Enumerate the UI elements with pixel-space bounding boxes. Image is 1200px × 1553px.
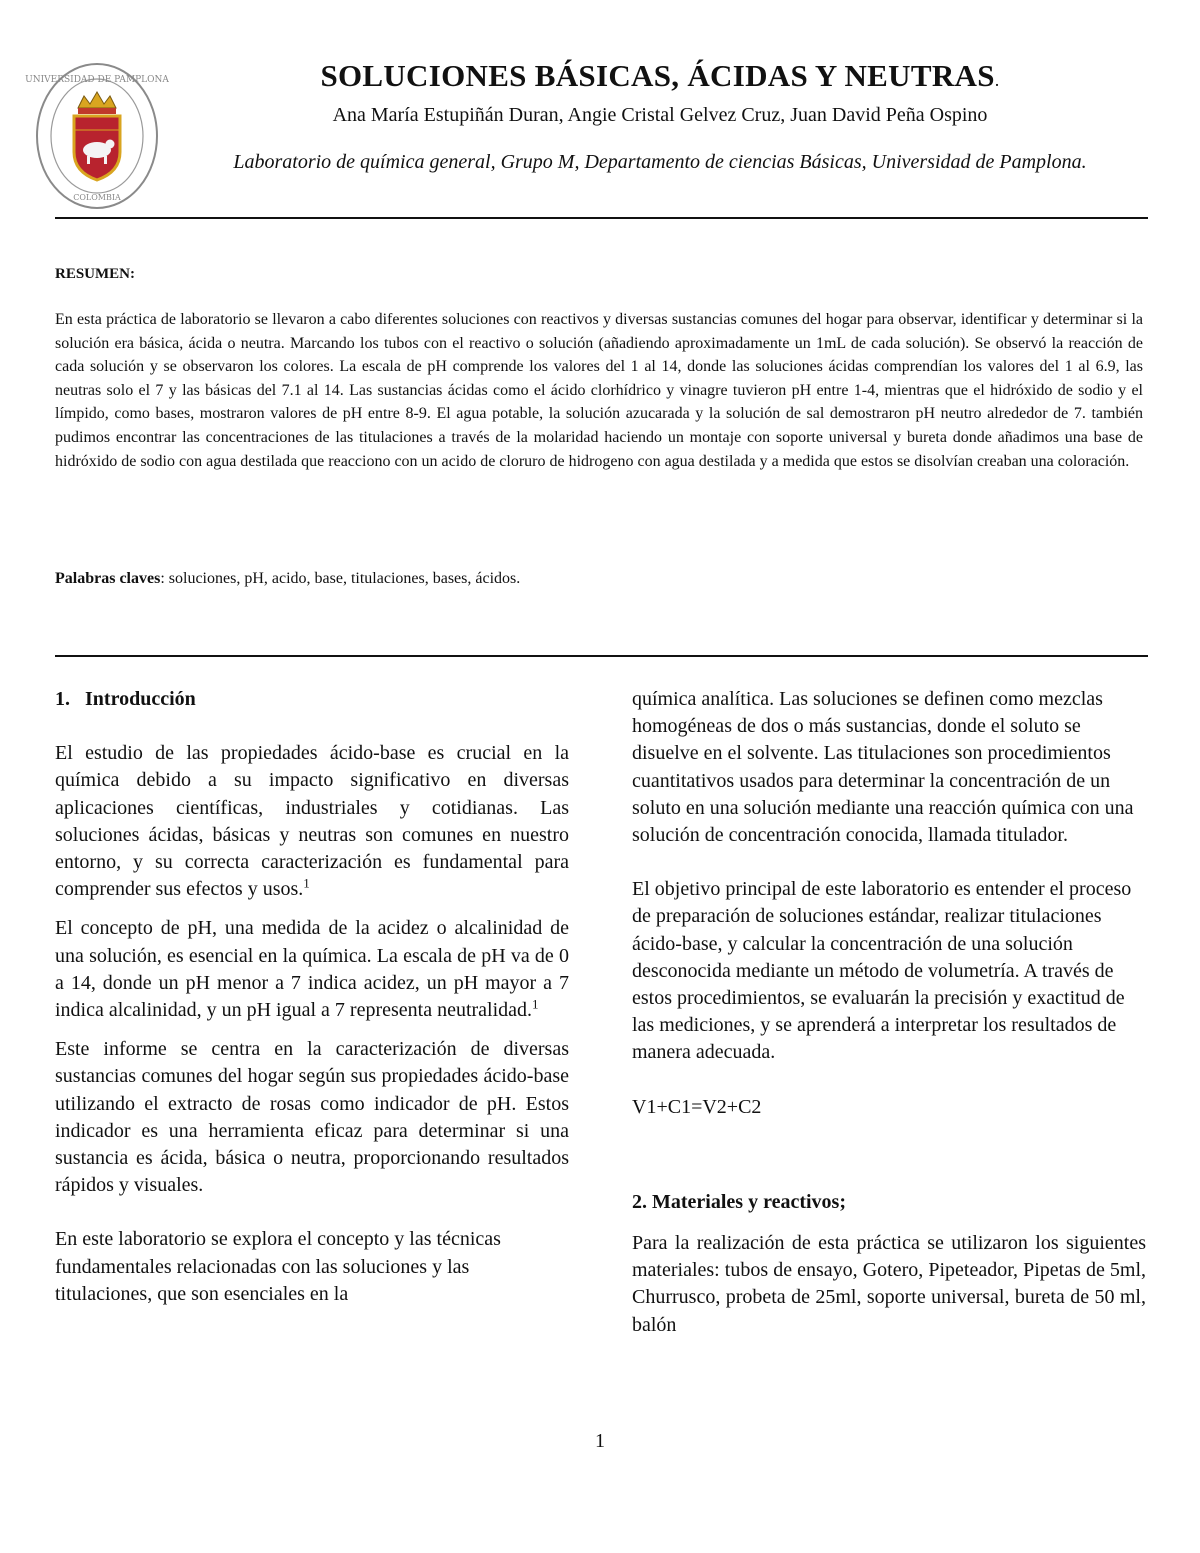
intro-paragraph-5: El objetivo principal de este laboratorio es entender el proceso de preparación de soluciones estándar, realizar titulaciones ácido-base, y calcular la concentración de una solución desconocida mediante un método de volumetría. A través de estos procedimientos, se evaluarán la precisión y exactitud de las mediciones, y se aprenderá a interpretar los resultados de manera adecuada. <box>632 878 1132 1064</box>
right-column <box>632 686 1146 1339</box>
keywords-label: Palabras claves <box>55 570 161 587</box>
page-number: 1 <box>595 1430 605 1452</box>
svg-text:COLOMBIA: COLOMBIA <box>73 193 121 202</box>
intro-paragraph-4-start: En este laboratorio se explora el concepto y las técnicas fundamentales relacionadas con las soluciones y las titulaciones, que son esenciales en la <box>55 1228 501 1305</box>
university-seal-icon <box>25 60 169 212</box>
abstract-divider <box>55 655 1148 657</box>
section-heading-materials: 2. Materiales y reactivos; <box>632 1190 846 1213</box>
intro-paragraph-1: El estudio de las propiedades ácido-base es crucial en la química debido a su impacto significativo en diversas aplicaciones científicas, industriales y cotidianas. Las soluciones ácidas, básicas y neutras son comunes en nuestro entorno, y su correcta caracterización es fundamental para comprender sus efectos y usos.$^1$ <box>55 742 569 901</box>
paper-title: SOLUCIONES BÁSICAS, ÁCIDAS Y NEUTRAS. <box>320 58 1000 93</box>
section-heading-introduction: 1. Introducción <box>55 688 196 710</box>
keywords-list: : soluciones, pH, acido, base, titulaciones, bases, ácidos. <box>160 570 521 587</box>
keywords-line <box>55 570 520 588</box>
intro-paragraph-2: El concepto de pH, una medida de la acidez o alcalinidad de una solución, es esencial en la química. La escala de pH va de 0 a 14, donde un pH menor a 7 indica acidez, un pH mayor a 7 indica alcalinidad, y un pH igual a 7 representa neutralidad.$^1$ <box>55 917 569 1022</box>
intro-paragraph-3: Este informe se centra en la caracterización de diversas sustancias comunes del hogar según sus propiedades ácido-base utilizando el extracto de rosas como indicador de pH. Estos indicador es una herramienta eficaz para determinar si una sustancia es ácida, básica o neutra, proporcionando resultados rápidos y visuales. <box>55 1038 569 1197</box>
dilution-formula: V1+C1=V2+C2 <box>632 1095 762 1118</box>
affiliation: Laboratorio de química general, Grupo M, Departamento de ciencias Básicas, Universidad de Pamplona. <box>233 151 1087 173</box>
abstract-heading: RESUMEN: <box>55 266 136 282</box>
svg-text:UNIVERSIDAD DE PAMPLONA: UNIVERSIDAD DE PAMPLONA <box>25 75 169 85</box>
abstract-body: En esta práctica de laboratorio se llevaron a cabo diferentes soluciones con reactivos y diversas sustancias comunes del hogar para observar, identificar y determinar si la solución era básica, ácida o neutra. Marcando los tubos con el reactivo o solución (añadiendo aproximadamente un 1mL de cada solución). Se observó la reacción de cada solución y se observaron los colores. La escala de pH comprende los valores del 1 al 14, donde las soluciones ácidas comprendían los valores del 1 al 6.9, las neutras solo el 7 y las básicas del 7.1 al 14. Las sustancias ácidas como el ácido clorhídrico y vinagre tuvieron pH entre 1-4, mientras que el hidróxido de sodio y el límpido, como bases, mostraron valores de pH entre 8-9. El agua potable, la solución azucarada y la solución de sal demostraron pH neutro alrededor de 7. también pudimos encontrar las concentraciones de las titulaciones a través de la molaridad haciendo un montaje con soporte universal y bureta donde añadimos una base de hidróxido de sodio con agua destilada que reacciono con un acido de cloruro de hidrogeno con agua destilada y a medida que estos se disolvían creaban una coloración. <box>55 311 1143 470</box>
header-divider <box>55 217 1148 219</box>
left-column <box>55 686 569 1308</box>
citation-ref: 1 <box>303 875 310 891</box>
citation-ref: 1 <box>532 996 539 1012</box>
author-list: Ana María Estupiñán Duran, Angie Cristal Gelvez Cruz, Juan David Peña Ospino <box>332 104 988 126</box>
materials-paragraph-1: Para la realización de esta práctica se utilizaron los siguientes materiales: tubos de ensayo, Gotero, Pipeteador, Pipetas de 5ml, Churrusco, probeta de 25ml, soporte universal, bureta de 50 ml, balón <box>632 1232 1146 1336</box>
intro-paragraph-4-continued: química analítica. Las soluciones se definen como mezclas homogéneas de dos o más sustancias, donde el soluto se disuelve en el solvente. Las titulaciones son procedimientos cuantitativos usados para determinar la concentración de un soluto en una solución mediante una reacción química con una solución de concentración conocida, llamada titulador. <box>632 688 1134 847</box>
